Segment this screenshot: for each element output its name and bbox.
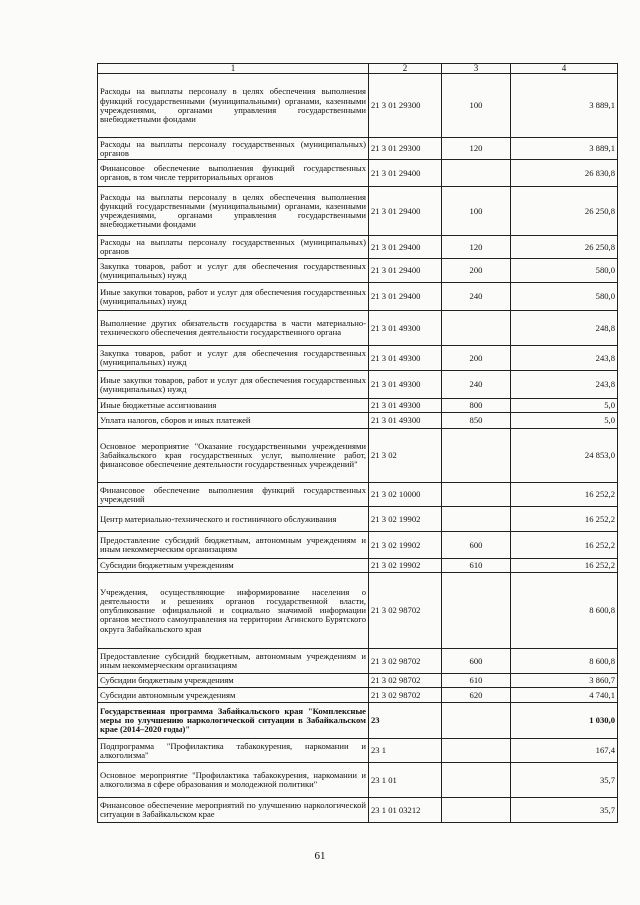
table-row xyxy=(98,138,618,160)
table-row xyxy=(98,688,618,703)
expense-type-cell xyxy=(442,573,511,649)
target-article-cell: 21 3 01 49300 xyxy=(369,311,442,346)
target-article-cell: 21 3 01 49300 xyxy=(369,413,442,429)
amount-cell: 35,7 xyxy=(511,763,618,798)
table-row xyxy=(98,559,618,573)
amount-cell: 1 030,0 xyxy=(511,703,618,739)
expense-type-cell: 850 xyxy=(442,413,511,429)
amount-cell: 16 252,2 xyxy=(511,532,618,559)
expense-type-cell: 200 xyxy=(442,346,511,371)
amount-cell: 3 860,7 xyxy=(511,674,618,688)
table-row xyxy=(98,371,618,399)
table-row xyxy=(98,399,618,413)
table-row xyxy=(98,429,618,483)
amount-cell: 8 600,8 xyxy=(511,573,618,649)
target-article-cell: 21 3 01 49300 xyxy=(369,371,442,399)
expense-type-cell xyxy=(442,507,511,532)
expense-name-cell: Субсидии автономным учреждениям xyxy=(98,688,369,703)
table-row xyxy=(98,311,618,346)
amount-cell: 24 853,0 xyxy=(511,429,618,483)
expense-name-cell: Закупка товаров, работ и услуг для обеспечения государственных (муниципальных) нужд xyxy=(98,346,369,371)
amount-cell: 248,8 xyxy=(511,311,618,346)
expense-type-cell xyxy=(442,739,511,763)
table-row xyxy=(98,798,618,823)
page-number: 61 xyxy=(314,850,326,862)
target-article-cell: 21 3 01 29400 xyxy=(369,283,442,311)
amount-cell: 26 250,8 xyxy=(511,187,618,236)
target-article-cell: 21 3 02 19902 xyxy=(369,507,442,532)
expense-name-cell: Предоставление субсидий бюджетным, автономным учреждениям и иным некоммерческим организациям xyxy=(98,649,369,674)
table-row xyxy=(98,483,618,507)
target-article-cell: 21 3 01 29400 xyxy=(369,160,442,187)
table-row xyxy=(98,346,618,371)
expense-type-cell: 100 xyxy=(442,74,511,138)
expense-name-cell: Выполнение других обязательств государства в части материально-технического обеспечения деятельности государственного органа xyxy=(98,311,369,346)
expense-name-cell: Подпрограмма "Профилактика табакокурения, наркомании и алкоголизма" xyxy=(98,739,369,763)
table-row xyxy=(98,674,618,688)
target-article-cell: 21 3 02 98702 xyxy=(369,573,442,649)
amount-cell: 26 830,8 xyxy=(511,160,618,187)
expense-name-cell: Финансовое обеспечение выполнения функций государственных органов, в том числе территориальных органов xyxy=(98,160,369,187)
expense-type-cell xyxy=(442,703,511,739)
target-article-cell: 21 3 01 49300 xyxy=(369,346,442,371)
expense-type-cell: 620 xyxy=(442,688,511,703)
target-article-cell: 21 3 02 98702 xyxy=(369,674,442,688)
target-article-cell: 21 3 01 29400 xyxy=(369,187,442,236)
target-article-cell: 21 3 01 29400 xyxy=(369,236,442,259)
expense-name-cell: Расходы на выплаты персоналу в целях обеспечения выполнения функций государственными (муниципальными) органами, казенными учреждениями, органами управления государственными внебюджетными фондами xyxy=(98,187,369,236)
expense-type-cell xyxy=(442,763,511,798)
expense-name-cell: Расходы на выплаты персоналу в целях обеспечения выполнения функций государственными (муниципальными) органами, казенными учреждениями, органами управления государственными внебюджетными фондами xyxy=(98,74,369,138)
table-row xyxy=(98,187,618,236)
amount-cell: 580,0 xyxy=(511,283,618,311)
expense-type-cell: 600 xyxy=(442,649,511,674)
expense-name-cell: Субсидии бюджетным учреждениям xyxy=(98,559,369,573)
target-article-cell: 23 1 01 xyxy=(369,763,442,798)
target-article-cell: 21 3 02 xyxy=(369,429,442,483)
expense-name-cell: Уплата налогов, сборов и иных платежей xyxy=(98,413,369,429)
target-article-cell: 21 3 01 29400 xyxy=(369,259,442,283)
target-article-cell: 21 3 02 98702 xyxy=(369,688,442,703)
expense-name-cell: Учреждения, осуществляющие информирование населения о деятельности и решениях органов государственной власти, опубликование официальной и социально значимой информации органов местного самоуправления на территории Агинского Бурятского округа Забайкальского края xyxy=(98,573,369,649)
expense-type-cell xyxy=(442,160,511,187)
table-row xyxy=(98,573,618,649)
expense-name-cell: Основное мероприятие "Оказание государственными учреждениями Забайкальского края государственных услуг, выполнение работ, финансовое обеспечение деятельности государственных учреждений" xyxy=(98,429,369,483)
expense-name-cell: Основное мероприятие "Профилактика табакокурения, наркомании и алкоголизма в сфере образования и молодежной политики" xyxy=(98,763,369,798)
column-number-4: 4 xyxy=(511,64,618,74)
target-article-cell: 21 3 02 10000 xyxy=(369,483,442,507)
expense-name-cell: Расходы на выплаты персоналу государственных (муниципальных) органов xyxy=(98,236,369,259)
expense-type-cell: 240 xyxy=(442,371,511,399)
expense-name-cell: Иные бюджетные ассигнования xyxy=(98,399,369,413)
expense-name-cell: Финансовое обеспечение выполнения функций государственных учреждений xyxy=(98,483,369,507)
table-row xyxy=(98,739,618,763)
amount-cell: 243,8 xyxy=(511,371,618,399)
table-row xyxy=(98,160,618,187)
table-row xyxy=(98,413,618,429)
expense-type-cell: 600 xyxy=(442,532,511,559)
expense-type-cell xyxy=(442,429,511,483)
expense-name-cell: Субсидии бюджетным учреждениям xyxy=(98,674,369,688)
expense-type-cell xyxy=(442,311,511,346)
expense-type-cell: 100 xyxy=(442,187,511,236)
expense-name-cell: Расходы на выплаты персоналу государственных (муниципальных) органов xyxy=(98,138,369,160)
amount-cell: 26 250,8 xyxy=(511,236,618,259)
target-article-cell: 23 1 xyxy=(369,739,442,763)
expense-name-cell: Финансовое обеспечение мероприятий по улучшению наркологической ситуации в Забайкальском крае xyxy=(98,798,369,823)
expense-name-cell: Закупка товаров, работ и услуг для обеспечения государственных (муниципальных) нужд xyxy=(98,259,369,283)
table-row xyxy=(98,763,618,798)
expense-name-cell: Государственная программа Забайкальского края "Комплексные меры по улучшению наркологической ситуации в Забайкальском крае (2014–2020 годы)" xyxy=(98,703,369,739)
expense-type-cell: 800 xyxy=(442,399,511,413)
expense-type-cell: 120 xyxy=(442,138,511,160)
column-number-2: 2 xyxy=(369,64,442,74)
amount-cell: 3 889,1 xyxy=(511,138,618,160)
table-row xyxy=(98,649,618,674)
amount-cell: 580,0 xyxy=(511,259,618,283)
column-numbers-row xyxy=(98,64,618,74)
target-article-cell: 21 3 01 49300 xyxy=(369,399,442,413)
expense-type-cell: 200 xyxy=(442,259,511,283)
expense-type-cell: 610 xyxy=(442,559,511,573)
amount-cell: 16 252,2 xyxy=(511,559,618,573)
expense-type-cell: 120 xyxy=(442,236,511,259)
table-row xyxy=(98,703,618,739)
amount-cell: 167,4 xyxy=(511,739,618,763)
budget-table xyxy=(97,63,618,823)
expense-type-cell xyxy=(442,798,511,823)
amount-cell: 16 252,2 xyxy=(511,483,618,507)
target-article-cell: 21 3 01 29300 xyxy=(369,74,442,138)
table-row xyxy=(98,236,618,259)
table-row xyxy=(98,532,618,559)
target-article-cell: 21 3 02 19902 xyxy=(369,532,442,559)
amount-cell: 243,8 xyxy=(511,346,618,371)
amount-cell: 5,0 xyxy=(511,399,618,413)
target-article-cell: 21 3 01 29300 xyxy=(369,138,442,160)
budget-table-body xyxy=(98,64,618,823)
expense-name-cell: Иные закупки товаров, работ и услуг для обеспечения государственных (муниципальных) нужд xyxy=(98,371,369,399)
target-article-cell: 23 1 01 03212 xyxy=(369,798,442,823)
expense-name-cell: Центр материально-технического и гостиничного обслуживания xyxy=(98,507,369,532)
table-row xyxy=(98,259,618,283)
expense-type-cell xyxy=(442,483,511,507)
target-article-cell: 21 3 02 98702 xyxy=(369,649,442,674)
column-number-1: 1 xyxy=(98,64,369,74)
amount-cell: 16 252,2 xyxy=(511,507,618,532)
amount-cell: 8 600,8 xyxy=(511,649,618,674)
amount-cell: 3 889,1 xyxy=(511,74,618,138)
expense-name-cell: Предоставление субсидий бюджетным, автономным учреждениям и иным некоммерческим организациям xyxy=(98,532,369,559)
target-article-cell: 21 3 02 19902 xyxy=(369,559,442,573)
expense-type-cell: 240 xyxy=(442,283,511,311)
amount-cell: 5,0 xyxy=(511,413,618,429)
column-number-3: 3 xyxy=(442,64,511,74)
amount-cell: 35,7 xyxy=(511,798,618,823)
expense-name-cell: Иные закупки товаров, работ и услуг для обеспечения государственных (муниципальных) нужд xyxy=(98,283,369,311)
target-article-cell: 23 xyxy=(369,703,442,739)
table-row xyxy=(98,507,618,532)
table-row xyxy=(98,283,618,311)
table-row xyxy=(98,74,618,138)
amount-cell: 4 740,1 xyxy=(511,688,618,703)
expense-type-cell: 610 xyxy=(442,674,511,688)
